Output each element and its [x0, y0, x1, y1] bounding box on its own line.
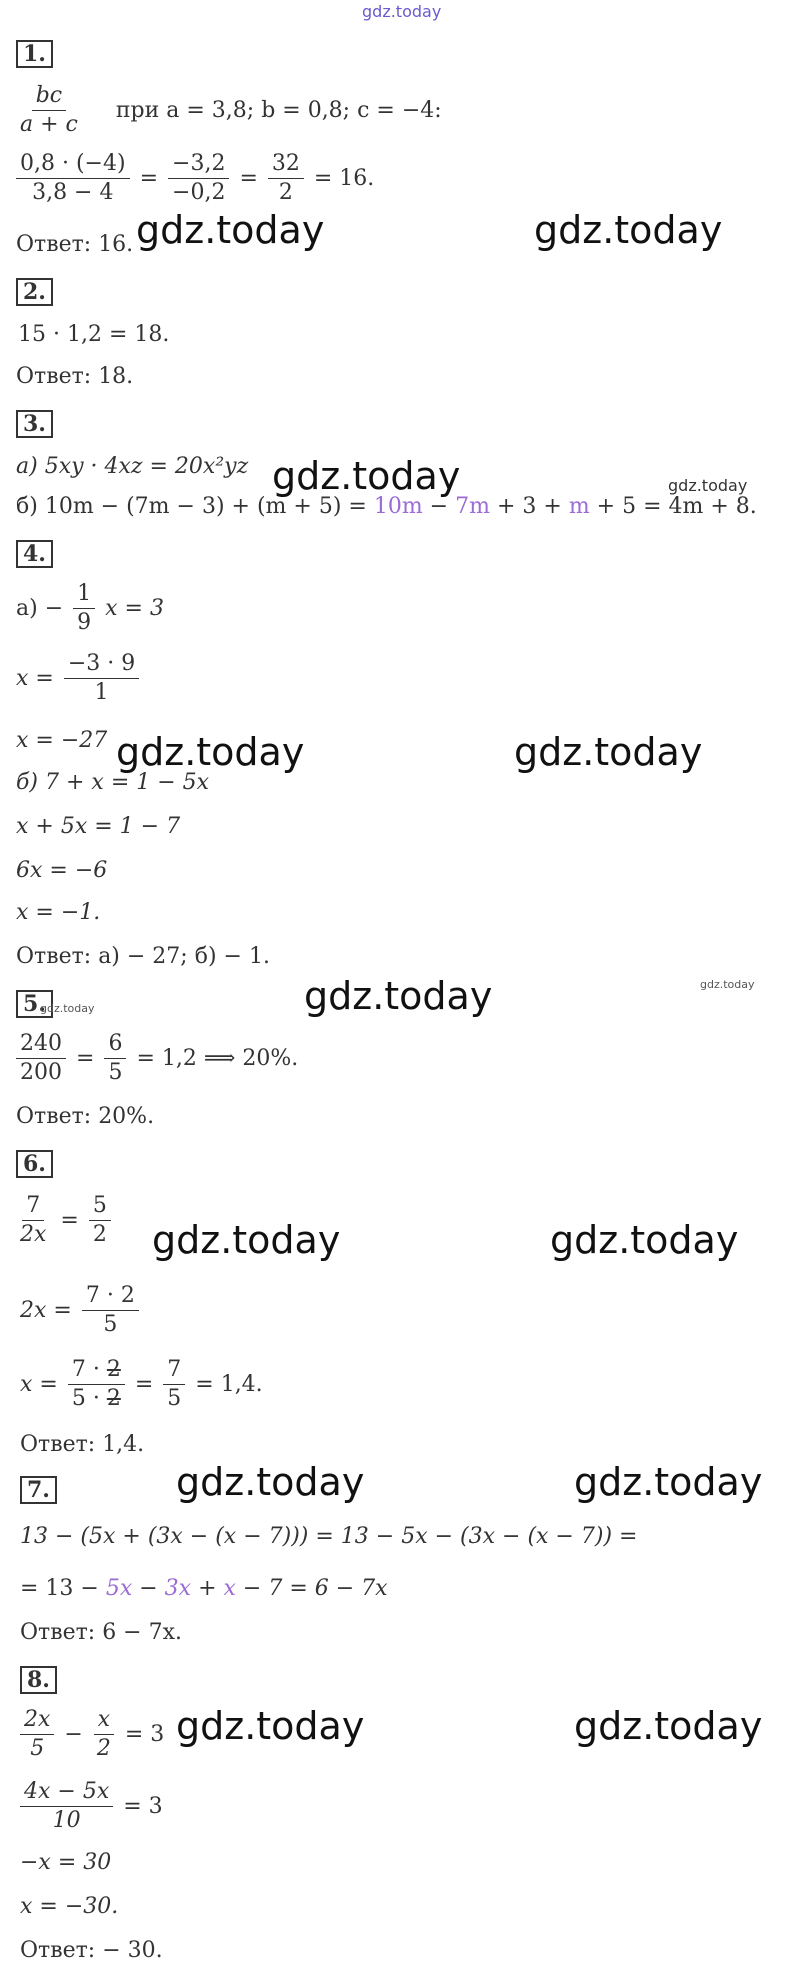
problem-6-answer: Ответ: 1,4.: [20, 1432, 145, 1457]
watermark: gdz.today: [116, 730, 305, 774]
watermark: gdz.today: [176, 1460, 365, 1504]
problem-4-line-3: x = −27: [16, 728, 108, 753]
problem-8-line-1: $\frac{2x}{5}$ − $\frac{x}{2}$ = 3: [18, 1706, 164, 1763]
problem-4-line-2: x = $\frac{-3 \cdot 9}{1}$: [16, 650, 141, 707]
watermark: gdz.today: [136, 208, 325, 252]
problem-4-answer: Ответ: а) − 27; б) − 1.: [16, 944, 270, 969]
problem-6-line-2: 2x = $\frac{7 \cdot 2}{5}$: [20, 1282, 141, 1339]
problem-1-answer: Ответ: 16.: [16, 232, 134, 257]
problem-4-line-4: б) 7 + x = 1 − 5x: [16, 770, 210, 795]
problem-8-line-2: $\frac{4x - 5x}{10}$ = 3: [18, 1778, 163, 1835]
watermark: gdz.today: [152, 1218, 341, 1262]
problem-2-solution: 15 · 1,2 = 18.: [18, 322, 170, 347]
watermark: gdz.today: [272, 454, 461, 498]
problem-4-line-7: x = −1.: [16, 900, 101, 925]
watermark: gdz.today: [668, 476, 748, 495]
problem-4-line-6: 6x = −6: [16, 858, 108, 883]
problem-3-part-b: б) 10m − (7m − 3) + (m + 5) = 10m − 7m + 3 + m + 5 = 4m + 8.: [16, 494, 757, 519]
problem-5-solution: $\frac{240}{200}$ = $\frac{6}{5}$ = 1,2 ⟹ 20%.: [14, 1030, 298, 1087]
problem-8-answer: Ответ: − 30.: [20, 1938, 163, 1963]
watermark: gdz.today: [40, 1002, 95, 1015]
problem-4-line-5: x + 5x = 1 − 7: [16, 814, 181, 839]
watermark: gdz.today: [304, 974, 493, 1018]
problem-3-part-a: а) 5xy · 4xz = 20x²yz: [16, 454, 249, 479]
watermark: gdz.today: [176, 1704, 365, 1748]
problem-7-answer: Ответ: 6 − 7x.: [20, 1620, 183, 1645]
problem-4-number: 4.: [16, 540, 53, 568]
watermark: gdz.today: [574, 1704, 763, 1748]
watermark-top: gdz.today: [362, 2, 442, 21]
problem-7-line-2: = 13 − 5x − 3x + x − 7 = 6 − 7x: [20, 1576, 388, 1601]
watermark: gdz.today: [514, 730, 703, 774]
problem-6-line-3: x = $\frac{7 \cdot 2}{5 \cdot 2}$ = $\frac{7}{5}$ = 1,4.: [20, 1357, 263, 1411]
problem-6-line-1: $\frac{7}{2x}$ = $\frac{5}{2}$: [14, 1192, 113, 1249]
problem-8-number: 8.: [20, 1666, 57, 1694]
problem-7-number: 7.: [20, 1476, 57, 1504]
problem-2-number: 2.: [16, 278, 53, 306]
problem-1-number: 1.: [16, 40, 53, 68]
watermark: gdz.today: [700, 978, 755, 991]
watermark: gdz.today: [550, 1218, 739, 1262]
problem-1-given: $\frac{bc}{a + c}$ при a = 3,8; b = 0,8; c = −4:: [20, 83, 442, 137]
problem-2-answer: Ответ: 18.: [16, 364, 134, 389]
problem-8-line-4: x = −30.: [20, 1894, 119, 1919]
problem-4-line-1: а) − $\frac{1}{9}$ x = 3: [16, 581, 164, 635]
problem-6-number: 6.: [16, 1150, 53, 1178]
problem-5-answer: Ответ: 20%.: [16, 1104, 155, 1129]
watermark: gdz.today: [534, 208, 723, 252]
problem-8-line-3: −x = 30: [20, 1850, 112, 1875]
problem-5-number: 5.: [16, 990, 53, 1018]
problem-3-number: 3.: [16, 410, 53, 438]
problem-1-solution: $\frac{0,8 \cdot (-4)}{3,8 - 4}$ = $\frac{-3,2}{-0,2}$ = $\frac{32}{2}$ = 16.: [14, 150, 374, 207]
watermark: gdz.today: [574, 1460, 763, 1504]
problem-7-line-1: 13 − (5x + (3x − (x − 7))) = 13 − 5x − (3x − (x − 7)) =: [20, 1524, 638, 1549]
